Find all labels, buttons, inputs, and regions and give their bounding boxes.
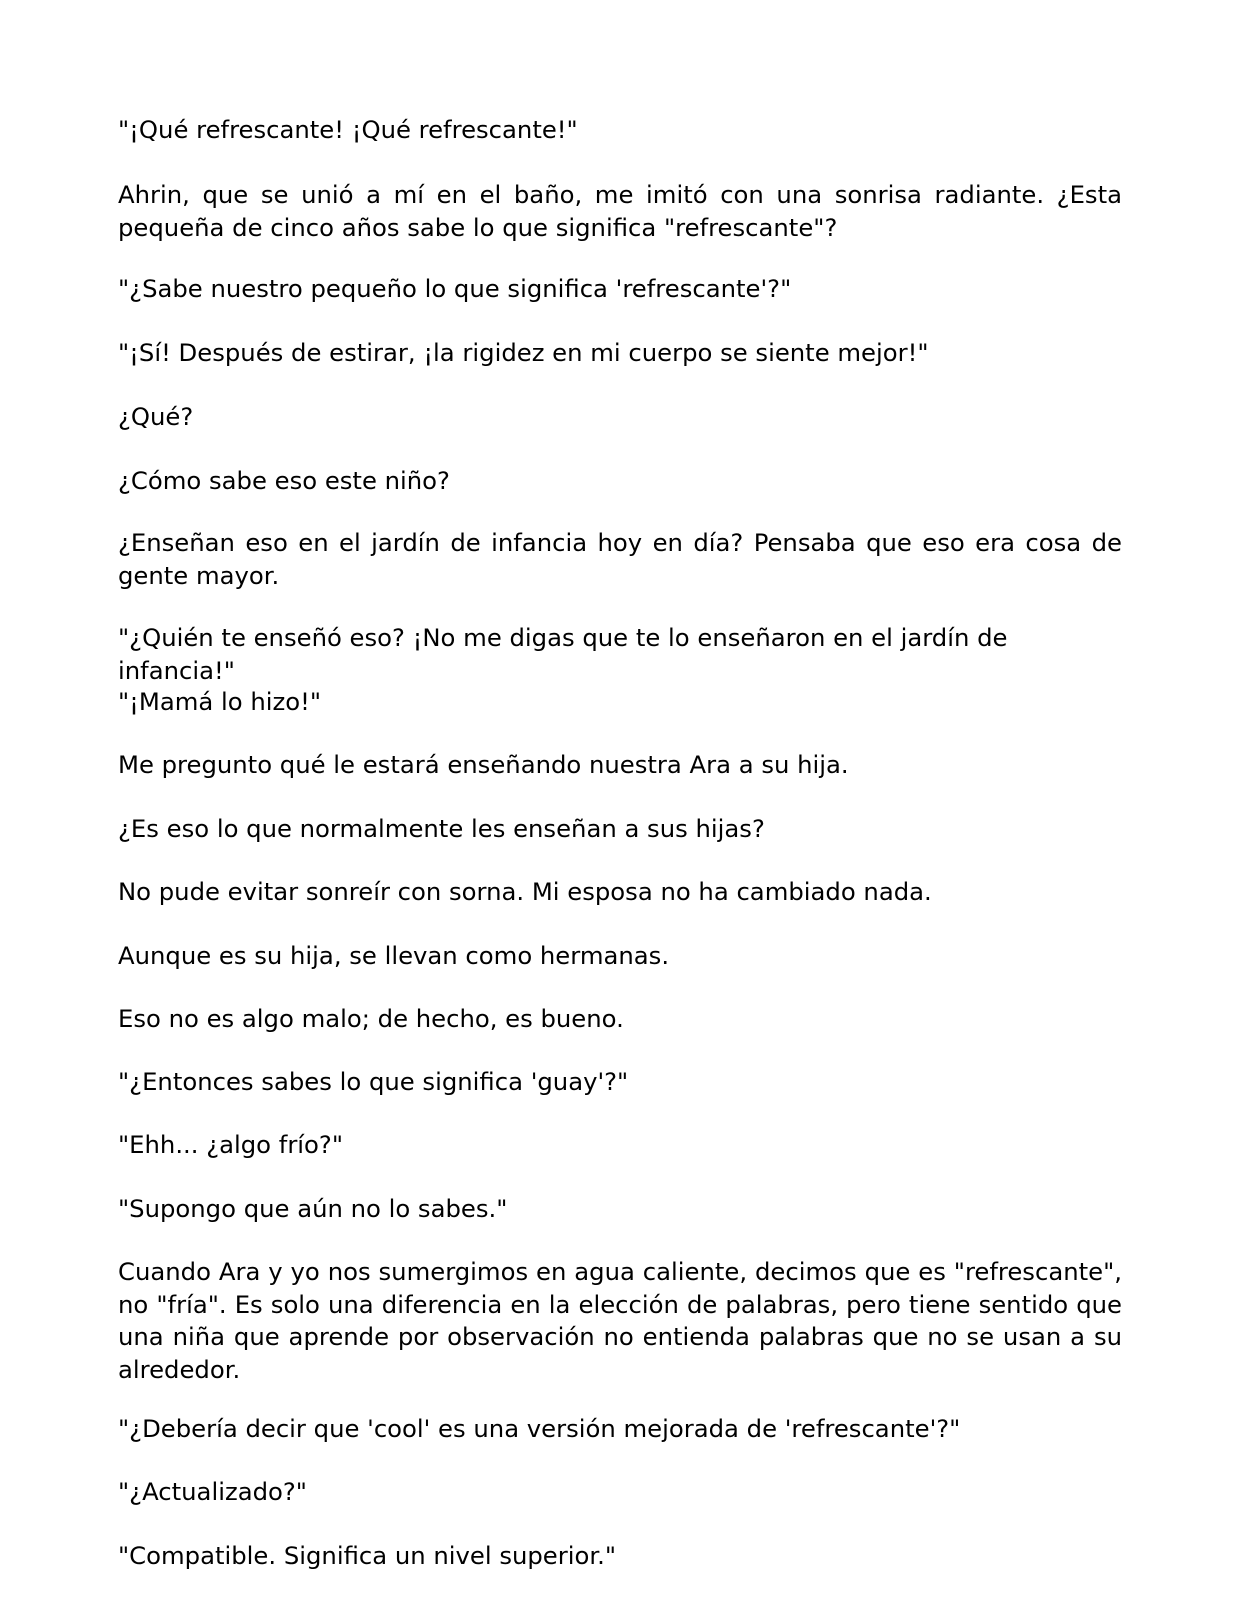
paragraph-19: "¿Debería decir que 'cool' es una versión mejorada de 'refrescante'?" (118, 1414, 961, 1443)
paragraph-20: "¿Actualizado?" (118, 1477, 307, 1506)
paragraph-8: "¿Quién te enseñó eso? ¡No me digas que te lo enseñaron en el jardín de infancia!" (118, 623, 1008, 685)
paragraph-1: "¡Qué refrescante! ¡Qué refrescante!" (118, 115, 578, 144)
paragraph-12: No pude evitar sonreír con sorna. Mi esposa no ha cambiado nada. (118, 877, 932, 906)
paragraph-13: Aunque es su hija, se llevan como hermanas. (118, 941, 670, 970)
paragraph-4: "¡Sí! Después de estirar, ¡la rigidez en mi cuerpo se siente mejor!" (118, 338, 929, 367)
paragraph-17: "Supongo que aún no lo sabes." (118, 1194, 508, 1223)
paragraph-16: "Ehh... ¿algo frío?" (118, 1130, 343, 1159)
paragraph-6: ¿Cómo sabe eso este niño? (118, 466, 450, 495)
paragraph-9: "¡Mamá lo hizo!" (118, 687, 322, 716)
paragraph-15: "¿Entonces sabes lo que significa 'guay'?" (118, 1067, 629, 1096)
paragraph-18: Cuando Ara y yo nos sumergimos en agua caliente, decimos que es "refrescante", no "fría". Es solo una diferencia en la elección de palabras, pero tiene sentido que una niña que aprende por observación no entienda palabras que no se usan a su alrededor. (118, 1257, 1122, 1384)
document-page (118, 0, 1122, 1620)
paragraph-7: ¿Enseñan eso en el jardín de infancia hoy en día? Pensaba que eso era cosa de gente mayor. (118, 528, 1122, 590)
paragraph-3: "¿Sabe nuestro pequeño lo que significa 'refrescante'?" (118, 274, 792, 303)
paragraph-5: ¿Qué? (118, 402, 194, 431)
paragraph-11: ¿Es eso lo que normalmente les enseñan a sus hijas? (118, 814, 765, 843)
paragraph-14: Eso no es algo malo; de hecho, es bueno. (118, 1004, 624, 1033)
paragraph-2: Ahrin, que se unió a mí en el baño, me imitó con una sonrisa radiante. ¿Esta pequeña de cinco años sabe lo que significa "refrescante"? (118, 180, 1122, 242)
paragraph-10: Me pregunto qué le estará enseñando nuestra Ara a su hija. (118, 750, 849, 779)
paragraph-21: "Compatible. Significa un nivel superior." (118, 1541, 617, 1570)
